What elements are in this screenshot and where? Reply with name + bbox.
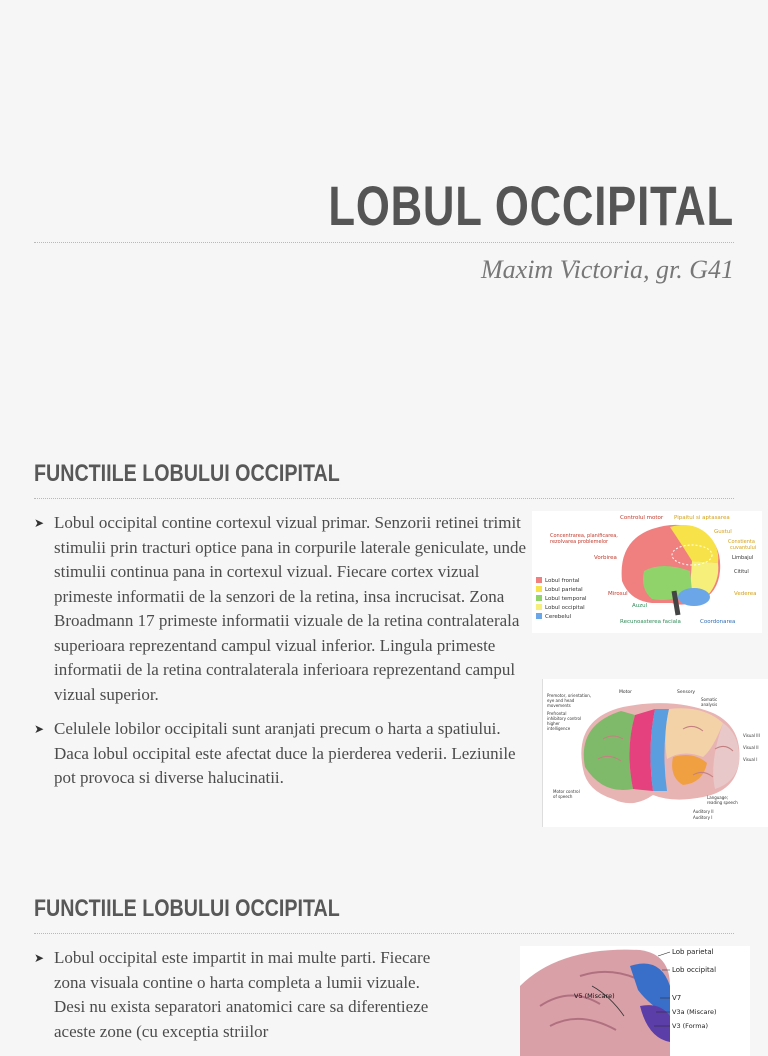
- label-speech: Vorbirea: [594, 555, 617, 561]
- label-occipital: Lob occipital: [672, 966, 717, 974]
- arrow-bullet-icon: ➤: [34, 516, 45, 530]
- label-smell: Mirosul: [608, 591, 628, 597]
- arrow-bullet-icon: ➤: [34, 722, 45, 736]
- label-v7: V7: [672, 994, 682, 1002]
- label-v3: V3 (Forma): [672, 1022, 709, 1030]
- bullet-text: Celulele lobilor occipitali sunt aranjati precum o harta a spatiului. Daca lobul occipital este afectat duce la pierderea vederii. Leziunile pot provoca si diverse halucinatii.: [54, 719, 516, 787]
- label-language: Language;: [707, 795, 729, 800]
- label-somatic: Somatic: [701, 697, 718, 702]
- label-prefrontal-4: intelligence: [547, 726, 571, 731]
- legend-swatch: [536, 586, 542, 592]
- bullet-text: Lobul occipital contine cortexul vizual primar. Senzorii retinei trimit stimulii prin tracturi optice pana in corpurile laterale geniculate, unde stimulii continua pana in cortexul vizual. Fiecare cortex vizual primeste informatii de la senzori de la retina, insa incrucisat. Zona Broadmann 17 primeste informatii vizuale de la retina contralaterala superioara reprezentand campul vizual inferior. Lingula primeste informatii de la retina contralaterala inferioara reprezentand campul vizual superior.: [54, 513, 527, 704]
- label-auditory-2: Auditory II: [693, 809, 714, 814]
- bullet-list: [34, 946, 454, 1044]
- label-motor-speech: Motor control: [553, 789, 580, 794]
- section-divider: [34, 498, 734, 499]
- label-face: Recunoasterea faciala: [620, 619, 681, 625]
- label-written-2: cuvantului: [730, 545, 757, 551]
- label-visual-3: Visual III: [743, 733, 760, 738]
- cerebellum-shape: [678, 588, 710, 606]
- bullet-list: [34, 511, 534, 791]
- legend-swatch: [536, 595, 542, 601]
- legend-label: Lobul occipital: [545, 605, 585, 611]
- author-subtitle: Maxim Victoria, gr. G41: [481, 255, 734, 284]
- legend-label: Lobul temporal: [545, 596, 587, 602]
- label-sensory: Sensory: [677, 690, 696, 695]
- label-premotor: Premotor, orientation,: [547, 693, 592, 698]
- legend-label: Lobul parietal: [545, 587, 583, 593]
- section-divider: [34, 933, 734, 934]
- label-language-2: reading speech: [707, 800, 738, 805]
- label-hearing: Auzul: [632, 603, 648, 609]
- legend-label: Lobul frontal: [545, 578, 580, 584]
- label-motor: Motor: [619, 690, 633, 695]
- label-motor-speech-2: of speech: [553, 794, 573, 799]
- label-taste: Gustul: [714, 529, 732, 535]
- section-functions-1: [34, 458, 760, 820]
- page-title: LOBUL OCCIPITAL: [328, 174, 734, 237]
- arrow-bullet-icon: ➤: [34, 951, 45, 965]
- label-motor: Controlul motor: [620, 515, 664, 521]
- brain-areas-figure: [542, 679, 768, 827]
- title-divider: [34, 242, 734, 243]
- list-item: [34, 511, 534, 707]
- label-premotor-3: movements: [547, 703, 571, 708]
- label-prefrontal-3: higher: [547, 721, 560, 726]
- figure-legend: [536, 577, 587, 620]
- label-visual-2: Visual II: [743, 745, 759, 750]
- label-sensibility: Pipaitul si aptasarea: [674, 515, 730, 521]
- label-prefrontal: Prefrontal: [547, 711, 567, 716]
- label-premotor-2: eye and head: [547, 698, 575, 703]
- section-content: [34, 946, 734, 1044]
- label-somatic-2: analysis: [701, 702, 718, 707]
- label-language: Limbajul: [732, 555, 754, 561]
- label-prefrontal-2: inhibitory control: [547, 716, 582, 721]
- label-v5: V5 (Miscare): [574, 992, 615, 1000]
- label-concentration: Concentrarea, planificarea,: [550, 533, 618, 539]
- label-concentration-2: rezolvarea problemelor: [550, 539, 609, 545]
- occipital-areas-figure: [520, 946, 750, 1056]
- label-visual-1: Visual I: [743, 757, 758, 762]
- section-content: [34, 511, 760, 820]
- label-parietal: Lob parietal: [672, 948, 714, 956]
- section-heading: FUNCTIILE LOBULUI OCCIPITAL: [34, 460, 340, 487]
- label-auditory-1: Auditory I: [693, 815, 713, 820]
- legend-swatch: [536, 613, 542, 619]
- label-v3a: V3a (Miscare): [672, 1008, 717, 1016]
- label-reading: Cititul: [734, 569, 749, 575]
- bullet-text: Lobul occipital este impartit in mai multe parti. Fiecare zona visuala contine o harta completa a lumii vizuale. Desi nu exista separatori anatomici care sa diferentieze aceste zone (cu exceptia striilor: [54, 948, 431, 1041]
- legend-swatch: [536, 577, 542, 583]
- label-vision: Vederea: [734, 591, 757, 597]
- section-heading: FUNCTIILE LOBULUI OCCIPITAL: [34, 895, 340, 922]
- title-block: [34, 170, 734, 285]
- section-functions-2: [34, 893, 734, 1054]
- list-item: [34, 717, 534, 791]
- legend-label: Cerebelul: [545, 614, 572, 620]
- label-coordination: Coordonarea: [700, 619, 736, 625]
- legend-swatch: [536, 604, 542, 610]
- list-item: [34, 946, 454, 1044]
- label-written: Constienta: [728, 539, 755, 545]
- brain-lobes-figure: [532, 511, 762, 633]
